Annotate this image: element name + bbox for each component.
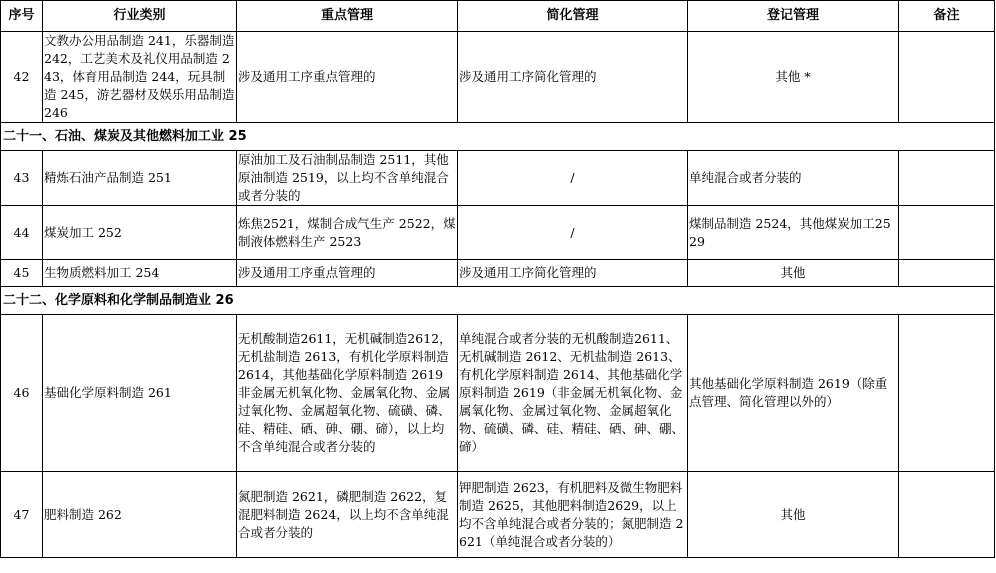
row-no: 46 bbox=[1, 315, 43, 472]
row-industry: 精炼石油产品制造 251 bbox=[43, 151, 237, 206]
section-row bbox=[1, 287, 995, 315]
row-remark bbox=[899, 151, 995, 206]
table-row bbox=[1, 32, 995, 123]
row-remark bbox=[899, 315, 995, 472]
header-no: 序号 bbox=[1, 1, 43, 32]
table-row bbox=[1, 260, 995, 287]
row-remark bbox=[899, 260, 995, 287]
row-key-management: 炼焦2521，煤制合成气生产 2522，煤制液体燃料生产 2523 bbox=[237, 206, 458, 260]
row-industry: 文教办公用品制造 241，乐器制造242，工艺美术及礼仪用品制造 243，体育用品制造 244，玩具制造 245，游艺器材及娱乐用品制造 246 bbox=[43, 32, 237, 123]
header-industry: 行业类别 bbox=[43, 1, 237, 32]
section-row bbox=[1, 123, 995, 151]
header-key-management: 重点管理 bbox=[237, 1, 458, 32]
table-row bbox=[1, 206, 995, 260]
row-simplified-management: 钾肥制造 2623，有机肥料及微生物肥料制造 2625，其他肥料制造2629，以上均不含单纯混合或者分装的；氮肥制造 2621（单纯混合或者分装的） bbox=[458, 472, 688, 558]
table-row bbox=[1, 315, 995, 472]
section-title: 二十二、化学原料和化学制品制造业 26 bbox=[1, 287, 995, 315]
header-registration-management: 登记管理 bbox=[688, 1, 899, 32]
row-industry: 生物质燃料加工 254 bbox=[43, 260, 237, 287]
row-no: 43 bbox=[1, 151, 43, 206]
row-remark bbox=[899, 32, 995, 123]
row-no: 44 bbox=[1, 206, 43, 260]
row-key-management: 涉及通用工序重点管理的 bbox=[237, 32, 458, 123]
row-registration-management: 单纯混合或者分装的 bbox=[688, 151, 899, 206]
row-key-management: 原油加工及石油制品制造 2511，其他原油制造 2519，以上均不含单纯混合或者分装的 bbox=[237, 151, 458, 206]
row-key-management: 无机酸制造2611，无机碱制造2612，无机盐制造 2613，有机化学原料制造2614，其他基础化学原料制造 2619 非金属无机氧化物、金属氧化物、金属过氧化物、金属超氧化物、硫磺、磷、硅、精硅、硒、砷、硼、碲），以上均不含单纯混合或者分装的 bbox=[237, 315, 458, 472]
header-row bbox=[1, 1, 995, 32]
row-registration-management: 其他 * bbox=[688, 32, 899, 123]
row-simplified-management: 涉及通用工序简化管理的 bbox=[458, 32, 688, 123]
row-industry: 煤炭加工 252 bbox=[43, 206, 237, 260]
row-remark bbox=[899, 206, 995, 260]
row-registration-management: 其他基础化学原料制造 2619（除重点管理、简化管理以外的） bbox=[688, 315, 899, 472]
table-row bbox=[1, 151, 995, 206]
row-no: 45 bbox=[1, 260, 43, 287]
header-remark: 备注 bbox=[899, 1, 995, 32]
header-simplified-management: 简化管理 bbox=[458, 1, 688, 32]
row-simplified-management: 单纯混合或者分装的无机酸制造2611、无机碱制造 2612、无机盐制造 2613、有机化学原料制造 2614、其他基础化学原料制造 2619（非金属无机氧化物、金属氧化物、金属过氧化物、金属超氧化物、硫磺、磷、硅、精硅、硒、砷、硼、碲） bbox=[458, 315, 688, 472]
row-registration-management: 其他 bbox=[688, 260, 899, 287]
row-simplified-management: / bbox=[458, 206, 688, 260]
row-industry: 基础化学原料制造 261 bbox=[43, 315, 237, 472]
row-key-management: 氮肥制造 2621，磷肥制造 2622，复混肥料制造 2624，以上均不含单纯混合或者分装的 bbox=[237, 472, 458, 558]
row-registration-management: 煤制品制造 2524，其他煤炭加工2529 bbox=[688, 206, 899, 260]
table-row bbox=[1, 472, 995, 558]
row-industry: 肥料制造 262 bbox=[43, 472, 237, 558]
row-simplified-management: 涉及通用工序简化管理的 bbox=[458, 260, 688, 287]
section-title: 二十一、石油、煤炭及其他燃料加工业 25 bbox=[1, 123, 995, 151]
row-no: 47 bbox=[1, 472, 43, 558]
row-simplified-management: / bbox=[458, 151, 688, 206]
row-key-management: 涉及通用工序重点管理的 bbox=[237, 260, 458, 287]
row-remark bbox=[899, 472, 995, 558]
row-registration-management: 其他 bbox=[688, 472, 899, 558]
row-no: 42 bbox=[1, 32, 43, 123]
